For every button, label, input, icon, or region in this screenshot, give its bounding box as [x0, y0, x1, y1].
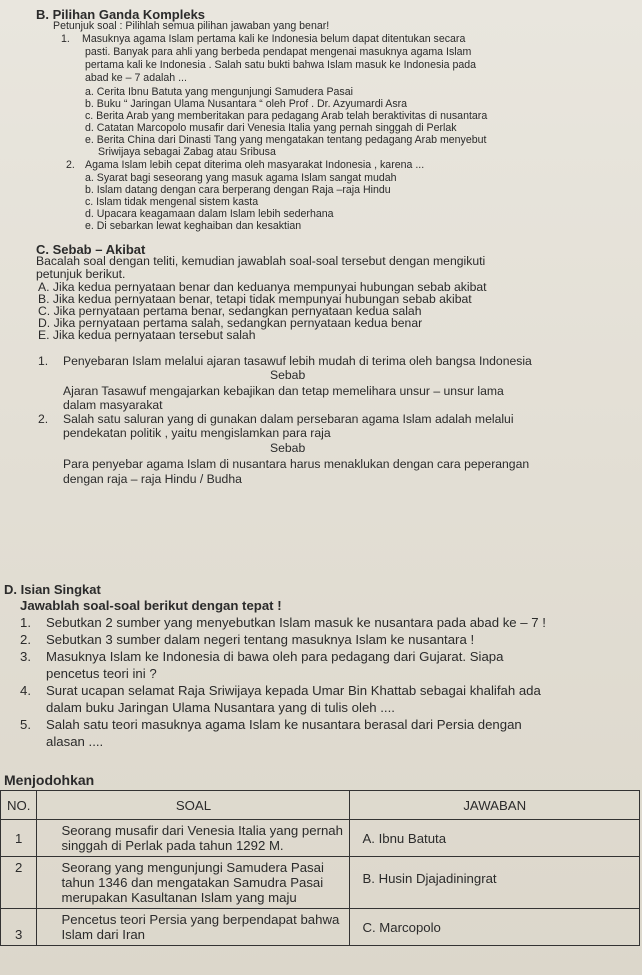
d-q1-number: 1. — [20, 615, 31, 630]
d-q2-text: Sebutkan 3 sumber dalam negeri tentang masuknya Islam ke nusantara ! — [46, 632, 475, 647]
menjodohkan-title: Menjodohkan — [4, 772, 95, 788]
section-d-instruction: Jawablah soal-soal berikut dengan tepat ! — [20, 598, 282, 613]
section-b-instruction: Petunjuk soal : Pilihlah semua pilihan jawaban yang benar! — [53, 20, 330, 32]
matching-header-row — [1, 791, 640, 820]
c-q1-sebab: Sebab — [270, 368, 306, 382]
d-q5-text-1: Salah satu teori masuknya agama Islam ke nusantara berasal dari Persia dengan — [46, 717, 522, 732]
c-q2-reason-1: Para penyebar agama Islam di nusantara harus menaklukan dengan cara peperangan — [63, 457, 530, 471]
b-q1-number: 1. — [61, 33, 70, 45]
row-2-no: 2 — [1, 857, 37, 909]
table-row — [1, 857, 640, 909]
c-q1-reason-1: Ajaran Tasawuf mengajarkan kebajikan dan tetap memelihara unsur – unsur lama — [63, 384, 504, 398]
row-3-soal: Pencetus teori Persia yang berpendapat bahwa Islam dari Iran — [37, 909, 350, 946]
c-q2-statement-1: Salah satu saluran yang di gunakan dalam persebaran agama Islam adalah melalui — [63, 412, 514, 426]
b-q1-line-3: pertama kali ke Indonesia . Salah satu bukti bahwa Islam masuk ke Indonesia pada — [85, 59, 477, 71]
d-q5-text-2: alasan .... — [46, 734, 104, 749]
d-q3-number: 3. — [20, 649, 31, 664]
b-q2-option-a: a. Syarat bagi seseorang yang masuk agama Islam sangat mudah — [85, 172, 397, 184]
section-d-title: D. Isian Singkat — [4, 582, 101, 597]
d-q4-number: 4. — [20, 683, 31, 698]
d-q4-text-1: Surat ucapan selamat Raja Sriwijaya kepada Umar Bin Khattab sebagai khalifah ada — [46, 683, 541, 698]
b-q1-option-e: e. Berita China dari Dinasti Tang yang mengatakan tentang pedagang Arab menyebut — [85, 134, 487, 146]
row-3-jawaban: C. Marcopolo — [350, 909, 640, 946]
c-q2-reason-2: dengan raja – raja Hindu / Budha — [63, 472, 242, 486]
b-q1-option-b: b. Buku “ Jaringan Ulama Nusantara “ oleh Prof . Dr. Azyumardi Asra — [85, 98, 408, 110]
b-q1-option-a: a. Cerita Ibnu Batuta yang mengunjungi Samudera Pasai — [85, 86, 353, 98]
b-q1-line-4: abad ke – 7 adalah ... — [85, 72, 187, 84]
b-q2-option-b: b. Islam datang dengan cara berperang dengan Raja –raja Hindu — [85, 184, 391, 196]
d-q1-text: Sebutkan 2 sumber yang menyebutkan Islam masuk ke nusantara pada abad ke – 7 ! — [46, 615, 546, 630]
c-key-d: D. Jika pernyataan pertama salah, sedangkan pernyataan kedua benar — [38, 316, 423, 330]
d-q4-text-2: dalam buku Jaringan Ulama Nusantara yang di tulis oleh .... — [46, 700, 395, 715]
d-q3-text-2: pencetus teori ini ? — [46, 666, 157, 681]
row-2-soal: Seorang yang mengunjungi Samudera Pasai tahun 1346 dan mengatakan Samudra Pasai merupakan Kasultanan Islam yang maju — [37, 857, 350, 909]
row-1-soal: Seorang musafir dari Venesia Italia yang pernah singgah di Perlak pada tahun 1292 M. — [37, 820, 350, 857]
b-q1-line-2: pasti. Banyak para ahli yang berbeda pendapat mengenai masuknya agama Islam — [85, 46, 472, 58]
c-q1-reason-2: dalam masyarakat — [63, 398, 163, 412]
d-q5-number: 5. — [20, 717, 31, 732]
table-row — [1, 820, 640, 857]
b-q2-number: 2. — [66, 159, 75, 171]
b-q2-option-c: c. Islam tidak mengenal sistem kasta — [85, 196, 259, 208]
c-key-a: A. Jika kedua pernyataan benar dan keduanya mempunyai hubungan sebab akibat — [38, 280, 487, 294]
d-q2-number: 2. — [20, 632, 31, 647]
b-q2-text: Agama Islam lebih cepat diterima oleh masyarakat Indonesia , karena ... — [85, 159, 425, 171]
c-q2-statement-2: pendekatan politik , yaitu mengislamkan para raja — [63, 426, 331, 440]
b-q1-line-1: Masuknya agama Islam pertama kali ke Indonesia belum dapat ditentukan secara — [82, 33, 466, 45]
d-q3-text-1: Masuknya Islam ke Indonesia di bawa oleh para pedagang dari Gujarat. Siapa — [46, 649, 504, 664]
b-q2-option-e: e. Di sebarkan lewat keghaiban dan kesaktian — [85, 220, 302, 232]
c-q1-number: 1. — [38, 354, 49, 368]
c-key-e: E. Jika kedua pernyataan tersebut salah — [38, 328, 256, 342]
row-1-jawaban: A. Ibnu Batuta — [350, 820, 640, 857]
c-q1-statement: Penyebaran Islam melalui ajaran tasawuf lebih mudah di terima oleh bangsa Indonesia — [63, 354, 532, 368]
header-soal: SOAL — [37, 791, 350, 820]
c-q2-sebab: Sebab — [270, 441, 306, 455]
b-q1-option-d: d. Catatan Marcopolo musafir dari Venesia Italia yang pernah singgah di Perlak — [85, 122, 457, 134]
row-1-no: 1 — [1, 820, 37, 857]
c-key-b: B. Jika kedua pernyataan benar, tetapi tidak mempunyai hubungan sebab akibat — [38, 292, 472, 306]
b-q1-option-c: c. Berita Arab yang memberitakan para pedagang Arab telah beraktivitas di nusantara — [85, 110, 488, 122]
table-row — [1, 909, 640, 946]
row-2-jawaban: B. Husin Djajadiningrat — [350, 857, 640, 909]
matching-table — [0, 790, 640, 946]
c-key-c: C. Jika pernyataan pertama benar, sedangkan pernyataan kedua salah — [38, 304, 422, 318]
row-3-no: 3 — [1, 909, 37, 946]
b-q1-option-e-cont: Sriwijaya sebagai Zabag atau Sribusa — [98, 146, 276, 158]
header-no: NO. — [1, 791, 37, 820]
b-q2-option-d: d. Upacara keagamaan dalam Islam lebih sederhana — [85, 208, 334, 220]
c-q2-number: 2. — [38, 412, 49, 426]
section-c-title: C. Sebab – Akibat — [36, 242, 146, 257]
section-b-title: B. Pilihan Ganda Kompleks — [36, 7, 206, 22]
header-jawaban: JAWABAN — [350, 791, 640, 820]
section-c-instruction-2: petunjuk berikut. — [36, 267, 126, 281]
section-c-instruction-1: Bacalah soal dengan teliti, kemudian jawablah soal-soal tersebut dengan mengikuti — [36, 254, 486, 268]
